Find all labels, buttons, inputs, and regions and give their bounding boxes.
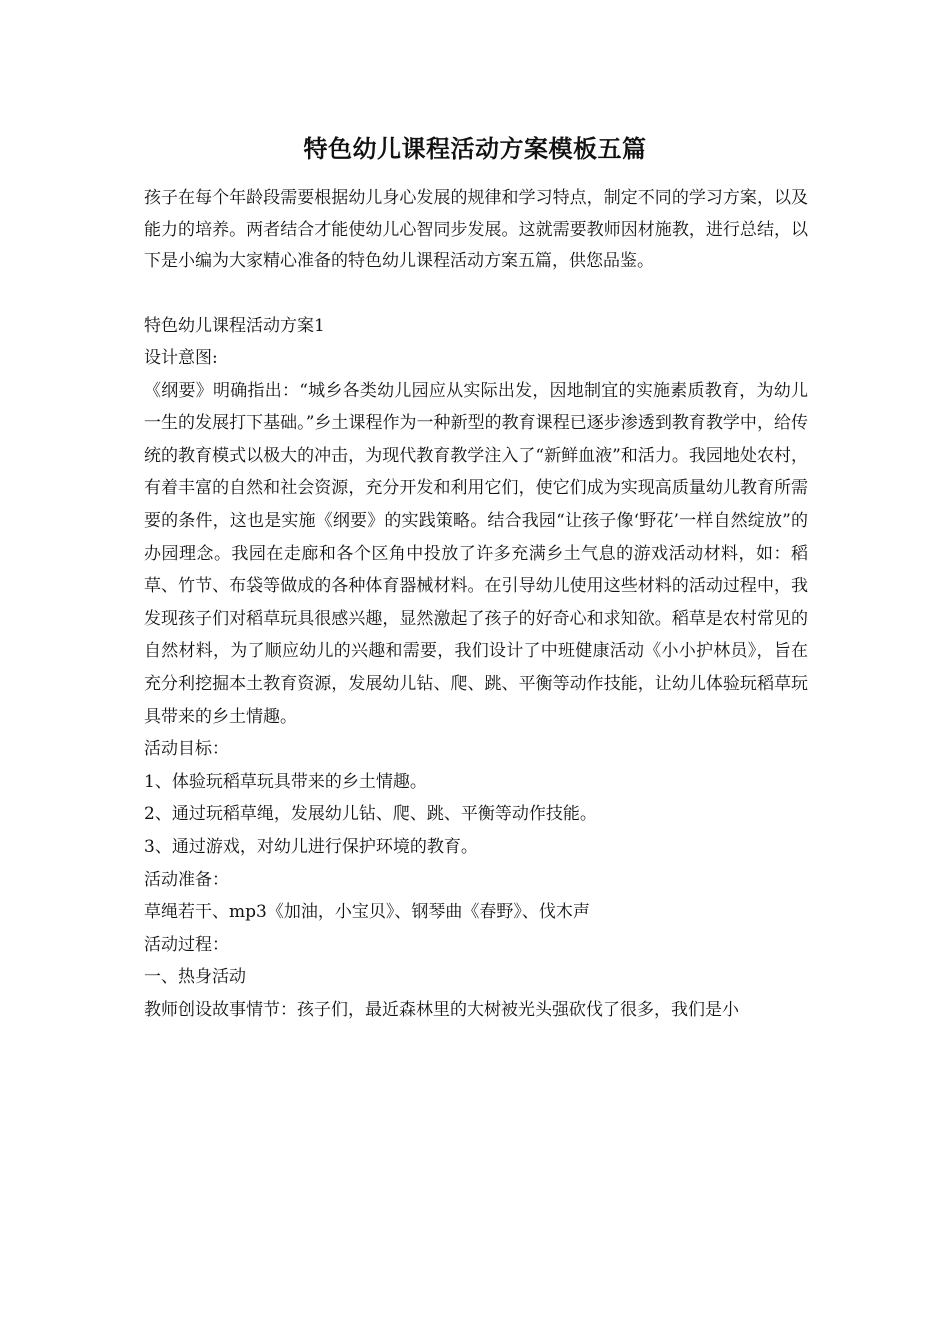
goals-label: 活动目标：: [144, 739, 229, 760]
goal-item: 3、通过游戏，对幼儿进行保护环境的教育。: [144, 837, 478, 857]
process-label: 活动过程：: [144, 934, 229, 955]
goal-item: 2、通过玩稻草绳，发展幼儿钻、爬、跳、平衡等动作技能。: [144, 804, 597, 825]
section-heading: 特色幼儿课程活动方案1: [144, 315, 325, 336]
paragraph-spacer: [144, 278, 808, 310]
step-text: 教师创设故事情节：孩子们，最近森林里的大树被光头强砍伐了很多，我们是小: [144, 999, 739, 1020]
goal-item: 1、体验玩稻草玩具带来的乡土情趣。: [144, 771, 427, 792]
design-intent-label: 设计意图:: [144, 348, 218, 369]
preparation-label: 活动准备：: [144, 869, 229, 890]
intro-paragraph: 孩子在每个年龄段需要根据幼儿身心发展的规律和学习特点，制定不同的学习方案，以及能力的培养。两者结合才能使幼儿心智同步发展。这就需要教师因材施教，进行总结，以下是小编为大家精心准备的特色幼儿课程活动方案五篇，供您品鉴。: [144, 188, 808, 271]
step-heading: 一、热身活动: [144, 967, 246, 988]
document-body: [144, 183, 808, 1027]
design-intent-paragraph: 《纲要》明确指出：“城乡各类幼儿园应从实际出发，因地制宜的实施素质教育，为幼儿一生的发展打下基础。”乡土课程作为一种新型的教育课程已逐步渗透到教育教学中，给传统的教育模式以极大的冲击，为现代教育教学注入了“新鲜血液”和活力。我园地处农村，有着丰富的自然和社会资源，充分开发和利用它们，使它们成为实现高质量幼儿教育所需要的条件，这也是实施《纲要》的实践策略。结合我园“让孩子像‘野花’一样自然绽放”的办园理念。我园在走廊和各个区角中投放了许多充满乡土气息的游戏活动材料，如：稻草、竹节、布袋等做成的各种体育器械材料。在引导幼儿使用这些材料的活动过程中，我发现孩子们对稻草玩具很感兴趣，显然激起了孩子的好奇心和求知欲。稻草是农村常见的自然材料，为了顺应幼儿的兴趣和需要，我们设计了中班健康活动《小小护林员》，旨在充分利挖掘本土教育资源，发展幼儿钻、爬、跳、平衡等动作技能，让幼儿体验玩稻草玩具带来的乡土情趣。: [144, 380, 808, 727]
preparation-text: 草绳若干、mp3《加油，小宝贝》、钢琴曲《春野》、伐木声: [144, 902, 590, 923]
document-title: 特色幼儿课程活动方案模板五篇: [303, 134, 647, 163]
